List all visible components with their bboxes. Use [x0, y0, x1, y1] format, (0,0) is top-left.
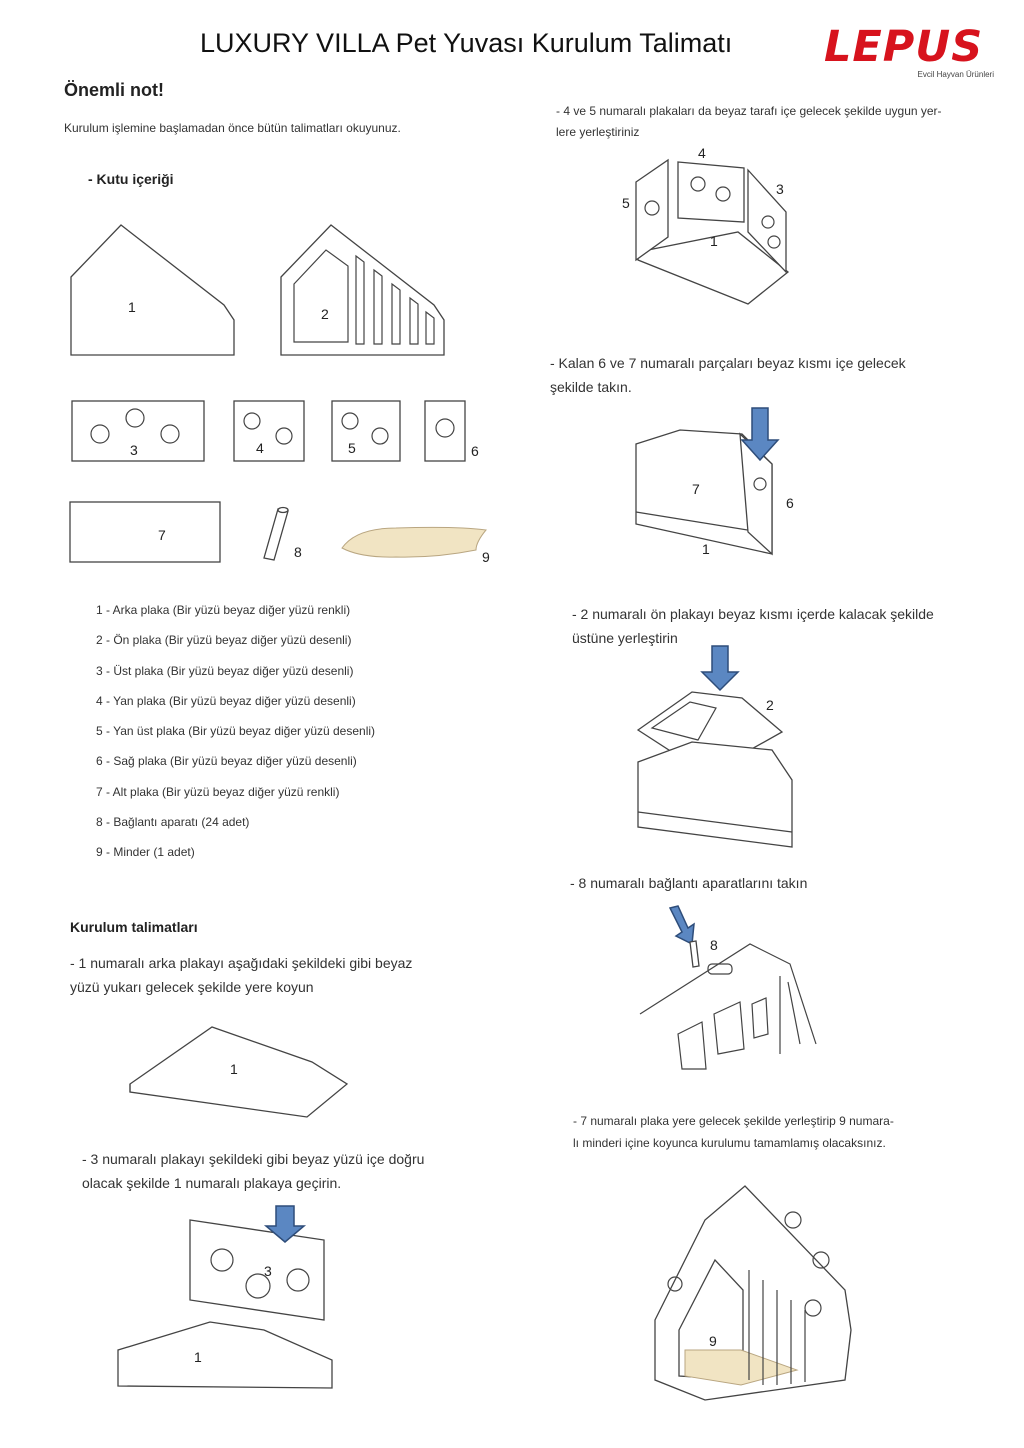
step-4-text: - Kalan 6 ve 7 numaralı parçaları beyaz kısmı içe gelecek şekilde takın.: [550, 355, 906, 395]
note-text: Kurulum işlemine başlamadan önce bütün talimatları okuyunuz.: [64, 121, 401, 135]
svg-text:3: 3: [264, 1263, 272, 1279]
part-7-label: 7: [158, 527, 166, 543]
svg-text:2: 2: [766, 697, 774, 713]
step-6-figure: [640, 904, 830, 1074]
list-item: 2 - Ön plaka (Bir yüzü beyaz diğer yüzü desenli): [96, 633, 352, 648]
svg-text:8: 8: [710, 937, 718, 953]
step-2-text: - 3 numaralı plakayı şekildeki gibi beyaz yüzü içe doğru olacak şekilde 1 numaralı plakaya geçirin.: [82, 1151, 425, 1191]
svg-text:3: 3: [776, 181, 784, 197]
svg-text:4: 4: [698, 145, 706, 161]
list-item: 9 - Minder (1 adet): [96, 845, 195, 860]
step-5-figure: [632, 642, 822, 857]
step-3-figure: [618, 142, 818, 312]
svg-text:6: 6: [786, 495, 794, 511]
svg-text:1: 1: [230, 1061, 238, 1077]
box-heading: - Kutu içeriği: [88, 171, 174, 187]
list-item: 1 - Arka plaka (Bir yüzü beyaz diğer yüzü renkli): [96, 603, 351, 617]
brand-name: LEPUS: [824, 22, 984, 72]
part-5-label: 5: [348, 440, 356, 456]
step-7-figure: [645, 1180, 875, 1410]
brand-tagline: Evcil Hayvan Ürünleri: [917, 70, 994, 79]
svg-text:9: 9: [709, 1333, 717, 1349]
step-5-text: - 2 numaralı ön plakayı beyaz kısmı içerde kalacak şekilde üstüne yerleştirin: [572, 606, 934, 646]
svg-text:5: 5: [622, 195, 630, 211]
parts-list: [96, 603, 375, 876]
part-4-label: 4: [256, 440, 264, 456]
page-title: LUXURY VILLA Pet Yuvası Kurulum Talimatı: [200, 28, 733, 58]
step-3-text: - 4 ve 5 numaralı plakaları da beyaz tarafı içe gelecek şekilde uygun yer- lere yerleştiriniz: [556, 104, 942, 139]
step-2-figure: [114, 1200, 354, 1400]
svg-text:1: 1: [194, 1349, 202, 1365]
part-6-figure: [423, 396, 493, 466]
list-item: 3 - Üst plaka (Bir yüzü beyaz diğer yüzü desenli): [96, 663, 354, 678]
part-2-label: 2: [321, 306, 329, 322]
step-6-text: - 8 numaralı bağlantı aparatlarını takın: [570, 875, 808, 891]
step-1-text: - 1 numaralı arka plakayı aşağıdaki şekildeki gibi beyaz yüzü yukarı gelecek şekilde yere koyun: [70, 955, 413, 995]
svg-text:1: 1: [710, 233, 718, 249]
part-6-label: 6: [471, 443, 479, 459]
list-item: 6 - Sağ plaka (Bir yüzü beyaz diğer yüzü desenli): [96, 754, 357, 769]
part-1-label: 1: [128, 299, 136, 315]
part-1-figure: [66, 222, 246, 362]
list-item: 4 - Yan plaka (Bir yüzü beyaz diğer yüzü desenli): [96, 693, 356, 708]
part-7-figure: [68, 497, 228, 567]
part-3-figure: [70, 396, 210, 466]
part-3-label: 3: [130, 442, 138, 458]
list-item: 8 - Bağlantı aparatı (24 adet): [96, 815, 250, 830]
step-4-figure: [630, 404, 820, 564]
part-9-figure: [336, 520, 506, 570]
list-item: 7 - Alt plaka (Bir yüzü beyaz diğer yüzü renkli): [96, 784, 340, 799]
arrow-down-icon: [702, 646, 738, 690]
part-4-figure: [232, 396, 312, 466]
svg-text:1: 1: [702, 541, 710, 557]
svg-text:7: 7: [692, 481, 700, 497]
brand-logo: [824, 22, 1004, 82]
part-9-label: 9: [482, 549, 490, 565]
step-1-figure: [122, 1022, 362, 1122]
step-7-text: - 7 numaralı plaka yere gelecek şekilde yerleştirip 9 numara- lı minderi içine koyunca kurulumu tamamlamış olacaksınız.: [573, 1114, 894, 1150]
list-item: 5 - Yan üst plaka (Bir yüzü beyaz diğer yüzü desenli): [96, 724, 376, 739]
note-heading: Önemli not!: [64, 80, 164, 100]
part-8-figure: [258, 505, 318, 565]
part-2-figure: [276, 222, 456, 362]
instructions-heading: Kurulum talimatları: [70, 919, 198, 935]
arrow-down-right-icon: [670, 906, 694, 944]
part-8-label: 8: [294, 544, 302, 560]
part-5-figure: [330, 396, 410, 466]
